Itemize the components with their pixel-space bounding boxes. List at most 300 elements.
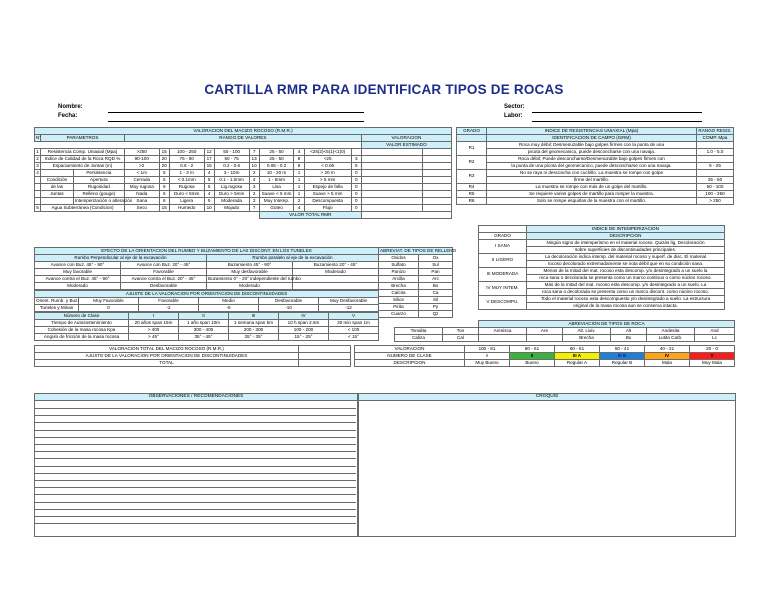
range-cell: Nada xyxy=(124,191,159,198)
clasif-cell: III A xyxy=(555,353,600,360)
range-cell: Lisa xyxy=(259,184,294,191)
clasif-cell: III B xyxy=(600,353,645,360)
table-row xyxy=(35,334,379,341)
range-cell: 50 - 75 xyxy=(214,156,249,163)
resist-rango-header: RANGO RESIS. xyxy=(698,127,732,133)
resist-grado: R6 xyxy=(457,198,487,205)
score-cell: 1 xyxy=(294,177,304,184)
efecto-cell: Desfavorable xyxy=(121,283,207,290)
intemp-desc: sobre superficies de discontinuidades principales. xyxy=(527,247,725,254)
relleno-abbr: Sul xyxy=(419,262,453,269)
resist-title: INDICE DE RESISTENCIAS UNIAXIAL (Mpa) xyxy=(487,128,697,135)
nombre-field[interactable] xyxy=(108,112,364,113)
abrev-cell: Alt. Lixiv. xyxy=(563,328,611,335)
abrev-cell: Arenisca xyxy=(479,328,527,335)
clases-cell: Cohesión de la masa rocosa Kpa xyxy=(35,327,129,334)
score-cell: 6 xyxy=(159,198,169,205)
relleno-name: Arcilla xyxy=(379,276,419,283)
ajuste-title: AJUSTE DE LA VALORACION POR ORIENTACION DE DISCONTINUIDADES xyxy=(35,291,379,298)
intemp-grado: III MODERADA xyxy=(479,268,527,282)
efecto-cell: Buzamiento 45° - 90° xyxy=(207,262,293,269)
fecha-field[interactable] xyxy=(108,121,364,122)
score-cell: 6 xyxy=(159,191,169,198)
clases-cell: < 100 xyxy=(329,327,379,334)
valor-estimado-field[interactable] xyxy=(361,191,422,198)
parameter-name: Rugosidad xyxy=(73,184,124,191)
efecto-cell xyxy=(293,276,379,283)
range-cell: < 1m xyxy=(124,170,159,177)
sector-field[interactable] xyxy=(532,112,702,113)
relleno-name: Oxidos xyxy=(379,255,419,262)
resistencia-table xyxy=(456,127,734,205)
range-cell: 10 - 20 m xyxy=(259,170,294,177)
rango-header: RANGO DE VALORES xyxy=(124,135,361,142)
range-cell: Suave > 5 mm xyxy=(304,191,351,198)
resist-desc: Roca débil; Puede desconcharse/Desmenuzable bajo golpes firmes con xyxy=(487,156,697,163)
table-row xyxy=(35,346,351,353)
observaciones-line xyxy=(34,487,356,488)
table-row xyxy=(395,328,735,335)
ajuste-col-header: Orient. Rumb. y Buz. xyxy=(36,297,79,303)
abrev-cell: And xyxy=(695,328,735,335)
clases-cell: 20 años span 15m xyxy=(129,320,179,327)
clasif-cell: DESCRIPCION xyxy=(355,360,465,367)
score-cell: 17 xyxy=(204,156,214,163)
clases-cell: Angulo de fricción de la masa rocosa xyxy=(35,334,129,341)
clasif-cell: IV xyxy=(645,353,690,360)
ajuste-cell: Tuneles y Minas xyxy=(35,305,79,312)
clasif-cell: 40 - 21 xyxy=(645,346,690,353)
valoracion-field[interactable] xyxy=(423,191,452,198)
range-cell: Duro < 5mm xyxy=(169,191,204,198)
score-cell: 3 xyxy=(351,156,361,163)
clases-cell: 15° - 25° xyxy=(279,334,329,341)
range-cell: Muy Intemp. xyxy=(259,198,294,205)
table-row xyxy=(355,360,735,367)
score-cell: 15 xyxy=(159,205,169,212)
table-row xyxy=(35,163,452,170)
table-row xyxy=(35,149,452,156)
resist-comp-header: COMP. Mpa xyxy=(697,135,734,142)
table-row xyxy=(479,240,725,247)
range-cell: > 20 m xyxy=(304,170,351,177)
resist-grado-header: GRADO xyxy=(457,128,487,135)
page-title: CARTILLA RMR PARA IDENTIFICAR TIPOS DE ROCAS xyxy=(204,82,564,97)
clasif-cell: Regular B xyxy=(600,360,645,367)
relleno-name: Panizo xyxy=(379,269,419,276)
relleno-name: Silice xyxy=(379,297,419,304)
table-row xyxy=(479,254,725,261)
clasif-cell: 60 - 51 xyxy=(555,346,600,353)
clases-header: V xyxy=(329,313,379,320)
ajuste-col-header: Favorable xyxy=(139,298,199,305)
abrev-title: ABREVIACION DE TIPOS DE ROCA xyxy=(479,321,735,328)
range-cell: 75 - 90 xyxy=(169,156,204,163)
table-row xyxy=(35,276,379,283)
table-row xyxy=(35,283,379,290)
resist-range xyxy=(697,142,734,149)
table-row xyxy=(35,360,351,367)
valor-estimado-field[interactable] xyxy=(361,170,422,177)
range-cell: 25 - 50 xyxy=(259,156,294,163)
score-cell: 8 xyxy=(294,163,304,170)
valor-estimado-field[interactable] xyxy=(361,149,422,156)
fecha-label: Fecha: xyxy=(58,113,78,119)
valor-total-field[interactable] xyxy=(361,212,451,219)
relleno-abbr: Py xyxy=(419,304,453,311)
condicion-label: Juntas xyxy=(41,191,74,198)
efecto-cell: Buzamiento 0° - 20° independiente del rumbo xyxy=(208,275,301,281)
table-row xyxy=(379,283,453,290)
range-cell: 1 - 5mm xyxy=(259,177,294,184)
resist-grado: R3 xyxy=(457,170,487,184)
row-number: 3 xyxy=(36,162,39,168)
range-cell: Cerrada xyxy=(124,177,159,184)
labor-label: Labor: xyxy=(504,113,523,119)
table-row xyxy=(457,191,734,198)
efecto-h1: Rumbo Perpendicular al eje de la excavación xyxy=(35,255,207,262)
table-row xyxy=(35,177,452,184)
observaciones-line xyxy=(34,502,356,503)
table-row xyxy=(379,255,453,262)
intemp-desc: Menos de la mitad del mat. rocoso esta descomp. y/o desintegrado a un suelo la xyxy=(527,268,725,275)
valor-estimado-field[interactable] xyxy=(361,205,422,212)
table-row xyxy=(457,156,734,163)
clases-header: Número de Clase xyxy=(35,313,129,320)
ajuste-cell: -10 xyxy=(259,305,319,312)
abrev-cell xyxy=(527,335,563,342)
score-cell: 0 xyxy=(351,184,361,191)
observaciones-line xyxy=(34,494,356,495)
ajuste-col-header: Medio xyxy=(199,298,259,305)
clasif-cell: Regular A xyxy=(555,360,600,367)
row-number: 1 xyxy=(36,148,39,154)
table-row xyxy=(35,353,351,360)
table-row xyxy=(35,327,379,334)
resist-desc: firme del martillo. xyxy=(487,177,697,184)
score-cell: 6 xyxy=(159,184,169,191)
clases-header: II xyxy=(179,313,229,320)
valoracion-header: VALORACION xyxy=(361,135,451,142)
valor-estimado-field[interactable] xyxy=(361,156,422,163)
resumen-label: AJUSTE DE LA VALORACION POR ORIENTACION DE DISCONTINUIDADES xyxy=(35,353,299,360)
parameter-name: Persistencia xyxy=(73,170,124,177)
clasificacion-table xyxy=(354,345,735,367)
range-cell: 0.1 - 1.0mm xyxy=(214,177,249,184)
clasif-cell: VALORACION xyxy=(355,346,465,353)
efecto-cell: Avance con Buz. 45° - 90° xyxy=(35,262,121,269)
valoracion-field[interactable] xyxy=(423,198,452,205)
resist-desc: Se requiere varios golpes de martillo para romper la muestra. xyxy=(487,191,697,198)
abreviacion-roca-table xyxy=(394,320,735,342)
range-cell: >250 xyxy=(124,149,159,156)
resist-desc: picota del geomecanico, puede desconcharse con una navaja. xyxy=(487,149,697,156)
table-row xyxy=(35,269,379,276)
table-row xyxy=(379,262,453,269)
resumen-value-field[interactable] xyxy=(299,346,351,353)
parameter-name: Intemperización o alteración xyxy=(74,197,133,203)
resist-range: 1.0 - 5.0 xyxy=(697,149,734,156)
parametros-header: PARAMETROS xyxy=(41,135,125,142)
efecto-cell: Muy desfavorable xyxy=(207,269,293,276)
range-cell: 50 - 100 xyxy=(214,149,249,156)
table-row xyxy=(35,184,452,191)
resist-desc: la punta de una picota del geomecanico, puede desconcharse con una navaja. xyxy=(487,163,697,170)
table-row xyxy=(35,191,452,198)
valoracion-field[interactable] xyxy=(423,177,452,184)
relleno-name: Pirita xyxy=(379,304,419,311)
score-cell: 2 xyxy=(294,198,304,205)
table-row xyxy=(395,335,735,342)
range-cell: Goteo xyxy=(259,205,294,212)
relleno-abbr: Ox xyxy=(419,255,453,262)
valor-estimado-field[interactable] xyxy=(361,177,422,184)
range-cell: 0.2 - 0.6 xyxy=(214,163,249,170)
range-cell: Lig.rugosa xyxy=(214,184,249,191)
abrev-cell xyxy=(479,335,527,342)
efecto-cell: Muy favorable xyxy=(35,269,121,276)
efecto-orientacion-table xyxy=(34,247,379,290)
valor-estimado-field[interactable] xyxy=(361,163,422,170)
clasif-cell: 50 - 41 xyxy=(600,346,645,353)
valoracion-field[interactable] xyxy=(423,184,452,191)
clases-cell: 35° - 45° xyxy=(179,334,229,341)
table-row xyxy=(355,353,735,360)
range-cell: > 5 mm xyxy=(304,177,351,184)
score-cell: 6 xyxy=(159,177,169,184)
abrev-cell: Brecha xyxy=(563,335,611,342)
observaciones-line xyxy=(34,523,356,524)
valor-estimado-field[interactable] xyxy=(361,198,422,205)
ajuste-cell: 0 xyxy=(79,305,139,312)
score-cell: 2 xyxy=(249,170,259,177)
valoracion-field[interactable] xyxy=(423,156,452,163)
croquis-box[interactable] xyxy=(358,400,736,537)
clasif-cell: Muy Mala xyxy=(690,360,735,367)
abrev-cell: Are xyxy=(527,328,563,335)
intemp-desc: Más de la mitad del mat. rocoso esta descomp. y/o desintegrado a un suelo. La xyxy=(527,282,725,289)
resist-grado: R1 xyxy=(457,142,487,156)
resist-range: 5 - 25 xyxy=(697,163,734,170)
score-cell: 3 xyxy=(249,184,259,191)
parameter-name: Relleno (gouge) xyxy=(73,191,124,198)
abrev-cell: Tonalita xyxy=(395,328,443,335)
observaciones-line xyxy=(34,458,356,459)
table-row xyxy=(35,205,452,212)
score-cell: 0 xyxy=(351,177,361,184)
clasif-cell: 20 - 0 xyxy=(690,346,735,353)
rmr-valoracion-table xyxy=(34,127,452,219)
clases-cell: 1 año span 10m xyxy=(179,320,229,327)
resist-grado: R2 xyxy=(457,156,487,170)
parameter-name: Espaciamiento de Juntas (m) xyxy=(41,163,125,170)
range-cell: < 0.06 xyxy=(304,163,351,170)
efecto-cell: Avance con Buz. 20° - 45° xyxy=(121,262,207,269)
score-cell: 20 xyxy=(159,163,169,170)
observaciones-line xyxy=(34,444,356,445)
observaciones-line xyxy=(34,480,356,481)
range-cell: Moderada xyxy=(214,198,249,205)
ajuste-orientacion-table xyxy=(34,290,379,312)
intemp-desc: rocoso decolorado extremadamente se nota débil que en su condición sana. xyxy=(527,261,725,268)
ajuste-col-header: Muy Favorable xyxy=(79,298,139,305)
clasif-cell: II xyxy=(510,353,555,360)
clases-table xyxy=(34,312,379,341)
condicion-label xyxy=(41,198,74,205)
range-cell: Rugosa xyxy=(169,184,204,191)
clasif-cell: V xyxy=(690,353,735,360)
abrev-cell: Caliza xyxy=(395,335,443,342)
resist-desc: La muestra se rompe con más de un golpe del martillo. xyxy=(487,184,697,191)
intemp-desc: La decoloración indica intemp. del material rocoso y superf. de disc. El material xyxy=(527,254,725,261)
efecto-cell: Moderado xyxy=(293,269,379,276)
clasif-cell: 80 - 61 xyxy=(510,346,555,353)
nombre-label: Nombre: xyxy=(58,104,83,110)
table-row xyxy=(479,282,725,289)
range-cell: Muy rugosa xyxy=(124,184,159,191)
range-cell: 100 - 250 xyxy=(169,149,204,156)
abrev-cell: Cal xyxy=(443,335,479,342)
table-row xyxy=(379,311,453,318)
abrev-cell: Alt xyxy=(611,328,647,335)
intemp-desc: Todo el material rocoso esta descompuesto y/o desintegrado a suelo. La estructura xyxy=(527,296,725,303)
score-cell: 5 xyxy=(204,198,214,205)
intemp-grado: II LIGERO xyxy=(479,254,527,268)
resumen-value-field[interactable] xyxy=(299,353,351,360)
range-cell: Descompuesta xyxy=(304,198,351,205)
table-row xyxy=(355,346,735,353)
valoracion-field[interactable] xyxy=(423,170,452,177)
relleno-name: Brecha xyxy=(379,283,419,290)
score-cell: 0 xyxy=(351,170,361,177)
clasif-cell: Mala xyxy=(645,360,690,367)
relleno-abbr: Arc xyxy=(419,276,453,283)
score-cell: 6 xyxy=(159,170,169,177)
relleno-abbr: Sil xyxy=(419,297,453,304)
relleno-abbr: Pan xyxy=(419,269,453,276)
score-cell: 20 xyxy=(159,156,169,163)
efecto-cell: Favorable xyxy=(121,269,207,276)
observaciones-line xyxy=(34,415,356,416)
parameter-name: Indice de Calidad de la Roca RQD % xyxy=(41,156,125,163)
table-row xyxy=(479,268,725,275)
score-cell: 4 xyxy=(294,149,304,156)
resist-desc: No se raya ni desconcha con cuchillo. La muestra se rompe con golpe xyxy=(487,170,697,177)
resist-grado: R5 xyxy=(457,191,487,198)
score-cell: 10 xyxy=(204,205,214,212)
range-cell: <25 xyxy=(304,156,351,163)
intemp-title: INDICE DE INTEMPERIZACION xyxy=(527,226,725,233)
range-cell: Espejo de falla xyxy=(304,184,351,191)
labor-field[interactable] xyxy=(532,121,702,122)
relleno-name: Sulfato xyxy=(379,262,419,269)
intemp-desc: roca sana o decolorada se presenta como un marco continuo o como núcleo rocoso. xyxy=(527,275,725,282)
score-cell: 7 xyxy=(249,205,259,212)
intemp-desc-header: DESCRIPCION xyxy=(527,233,725,240)
observaciones-line xyxy=(34,466,356,467)
observaciones-line xyxy=(34,430,356,431)
row-number: 5 xyxy=(36,204,39,210)
relleno-name: Cuarzo xyxy=(379,311,419,318)
ajuste-cell: -2 xyxy=(139,305,199,312)
abrev-cell: Andesita xyxy=(647,328,695,335)
resist-grado: R4 xyxy=(457,184,487,191)
clasif-cell: 100 - 81 xyxy=(465,346,510,353)
range-cell: <25(2)<5(1)<1(0) xyxy=(304,149,351,156)
valoracion-field[interactable] xyxy=(423,163,452,170)
resist-desc: Roca muy débil; Desmenuzable bajo golpes firmes con la punta de una xyxy=(487,142,697,149)
score-cell: 2 xyxy=(249,191,259,198)
score-cell: 8 xyxy=(294,156,304,163)
table-row xyxy=(379,290,453,297)
resist-desc: Solo se rompe esquirlas de la muestra con el martillo. xyxy=(487,198,697,205)
valor-total-label: VALOR TOTAL RMR xyxy=(259,212,361,219)
table-row xyxy=(35,156,452,163)
clasif-cell: NUMERO DE CLASE xyxy=(355,353,465,360)
range-cell: Flujo xyxy=(304,205,351,212)
parameter-name: Resistencia Comp. Uniaxial (Mpa) xyxy=(41,149,125,156)
score-cell: 4 xyxy=(249,177,259,184)
score-cell: 5 xyxy=(351,163,361,170)
clasif-cell: Muy Bueno xyxy=(465,360,510,367)
intemp-desc: roca sana o decolorada se presenta como un marco discont. como núcleo rocoso. xyxy=(527,289,725,296)
score-cell: 13 xyxy=(249,156,259,163)
resist-range: 25 - 50 xyxy=(697,177,734,184)
observaciones-line xyxy=(34,473,356,474)
valoracion-field[interactable] xyxy=(423,149,452,156)
observaciones-line xyxy=(34,509,356,510)
table-row xyxy=(457,170,734,177)
score-cell: 5 xyxy=(204,177,214,184)
abrev-cell: Lc xyxy=(695,335,735,342)
intemperizacion-table xyxy=(478,225,725,310)
efecto-h2: Rumbo paralelo al eje de la excavación xyxy=(207,255,379,262)
efecto-cell: Avance contra el Buz. 45° - 90° xyxy=(35,276,121,283)
range-cell: Humedo xyxy=(169,205,204,212)
range-cell: 90-100 xyxy=(124,156,159,163)
clases-cell: 10 h span 2.5m xyxy=(279,320,329,327)
intemp-desc: original de la masa rocosa aun se conserva intacta. xyxy=(527,303,725,310)
clases-cell: 25° - 35° xyxy=(229,334,279,341)
efecto-cell: Moderado xyxy=(207,283,293,290)
observaciones-line xyxy=(34,408,356,409)
range-cell: Mojado xyxy=(214,205,249,212)
clases-header: I xyxy=(129,313,179,320)
valor-estimado-field[interactable] xyxy=(361,184,422,191)
table-row xyxy=(379,276,453,283)
table-row xyxy=(379,304,453,311)
row-number: 4 xyxy=(36,169,39,175)
table-row xyxy=(35,198,452,205)
valoracion-field[interactable] xyxy=(423,205,452,212)
table-row xyxy=(457,177,734,184)
range-cell: >2 xyxy=(124,163,159,170)
relleno-title: ABREVIAT. DE TIPOS DE RELLENO xyxy=(380,247,457,253)
resist-range xyxy=(697,170,734,177)
score-cell: 0 xyxy=(351,191,361,198)
clases-cell: 200 - 300 xyxy=(229,327,279,334)
abrev-cell: Lutita Carb. xyxy=(647,335,695,342)
observaciones-line xyxy=(34,516,356,517)
clases-header: III xyxy=(229,313,279,320)
efecto-cell: Moderado xyxy=(35,283,121,290)
resumen-value-field[interactable] xyxy=(299,360,351,367)
relleno-table xyxy=(378,247,457,318)
efecto-title: EFECTO DE LA ORIENTACION DEL RUMBO Y BUZAMIENTO DE LAS DISCONT. EN LOS TUNELES xyxy=(35,248,379,255)
clases-cell: 300 - 400 xyxy=(179,327,229,334)
score-cell: 10 xyxy=(249,163,259,170)
condicion-label: Condición xyxy=(41,177,74,184)
